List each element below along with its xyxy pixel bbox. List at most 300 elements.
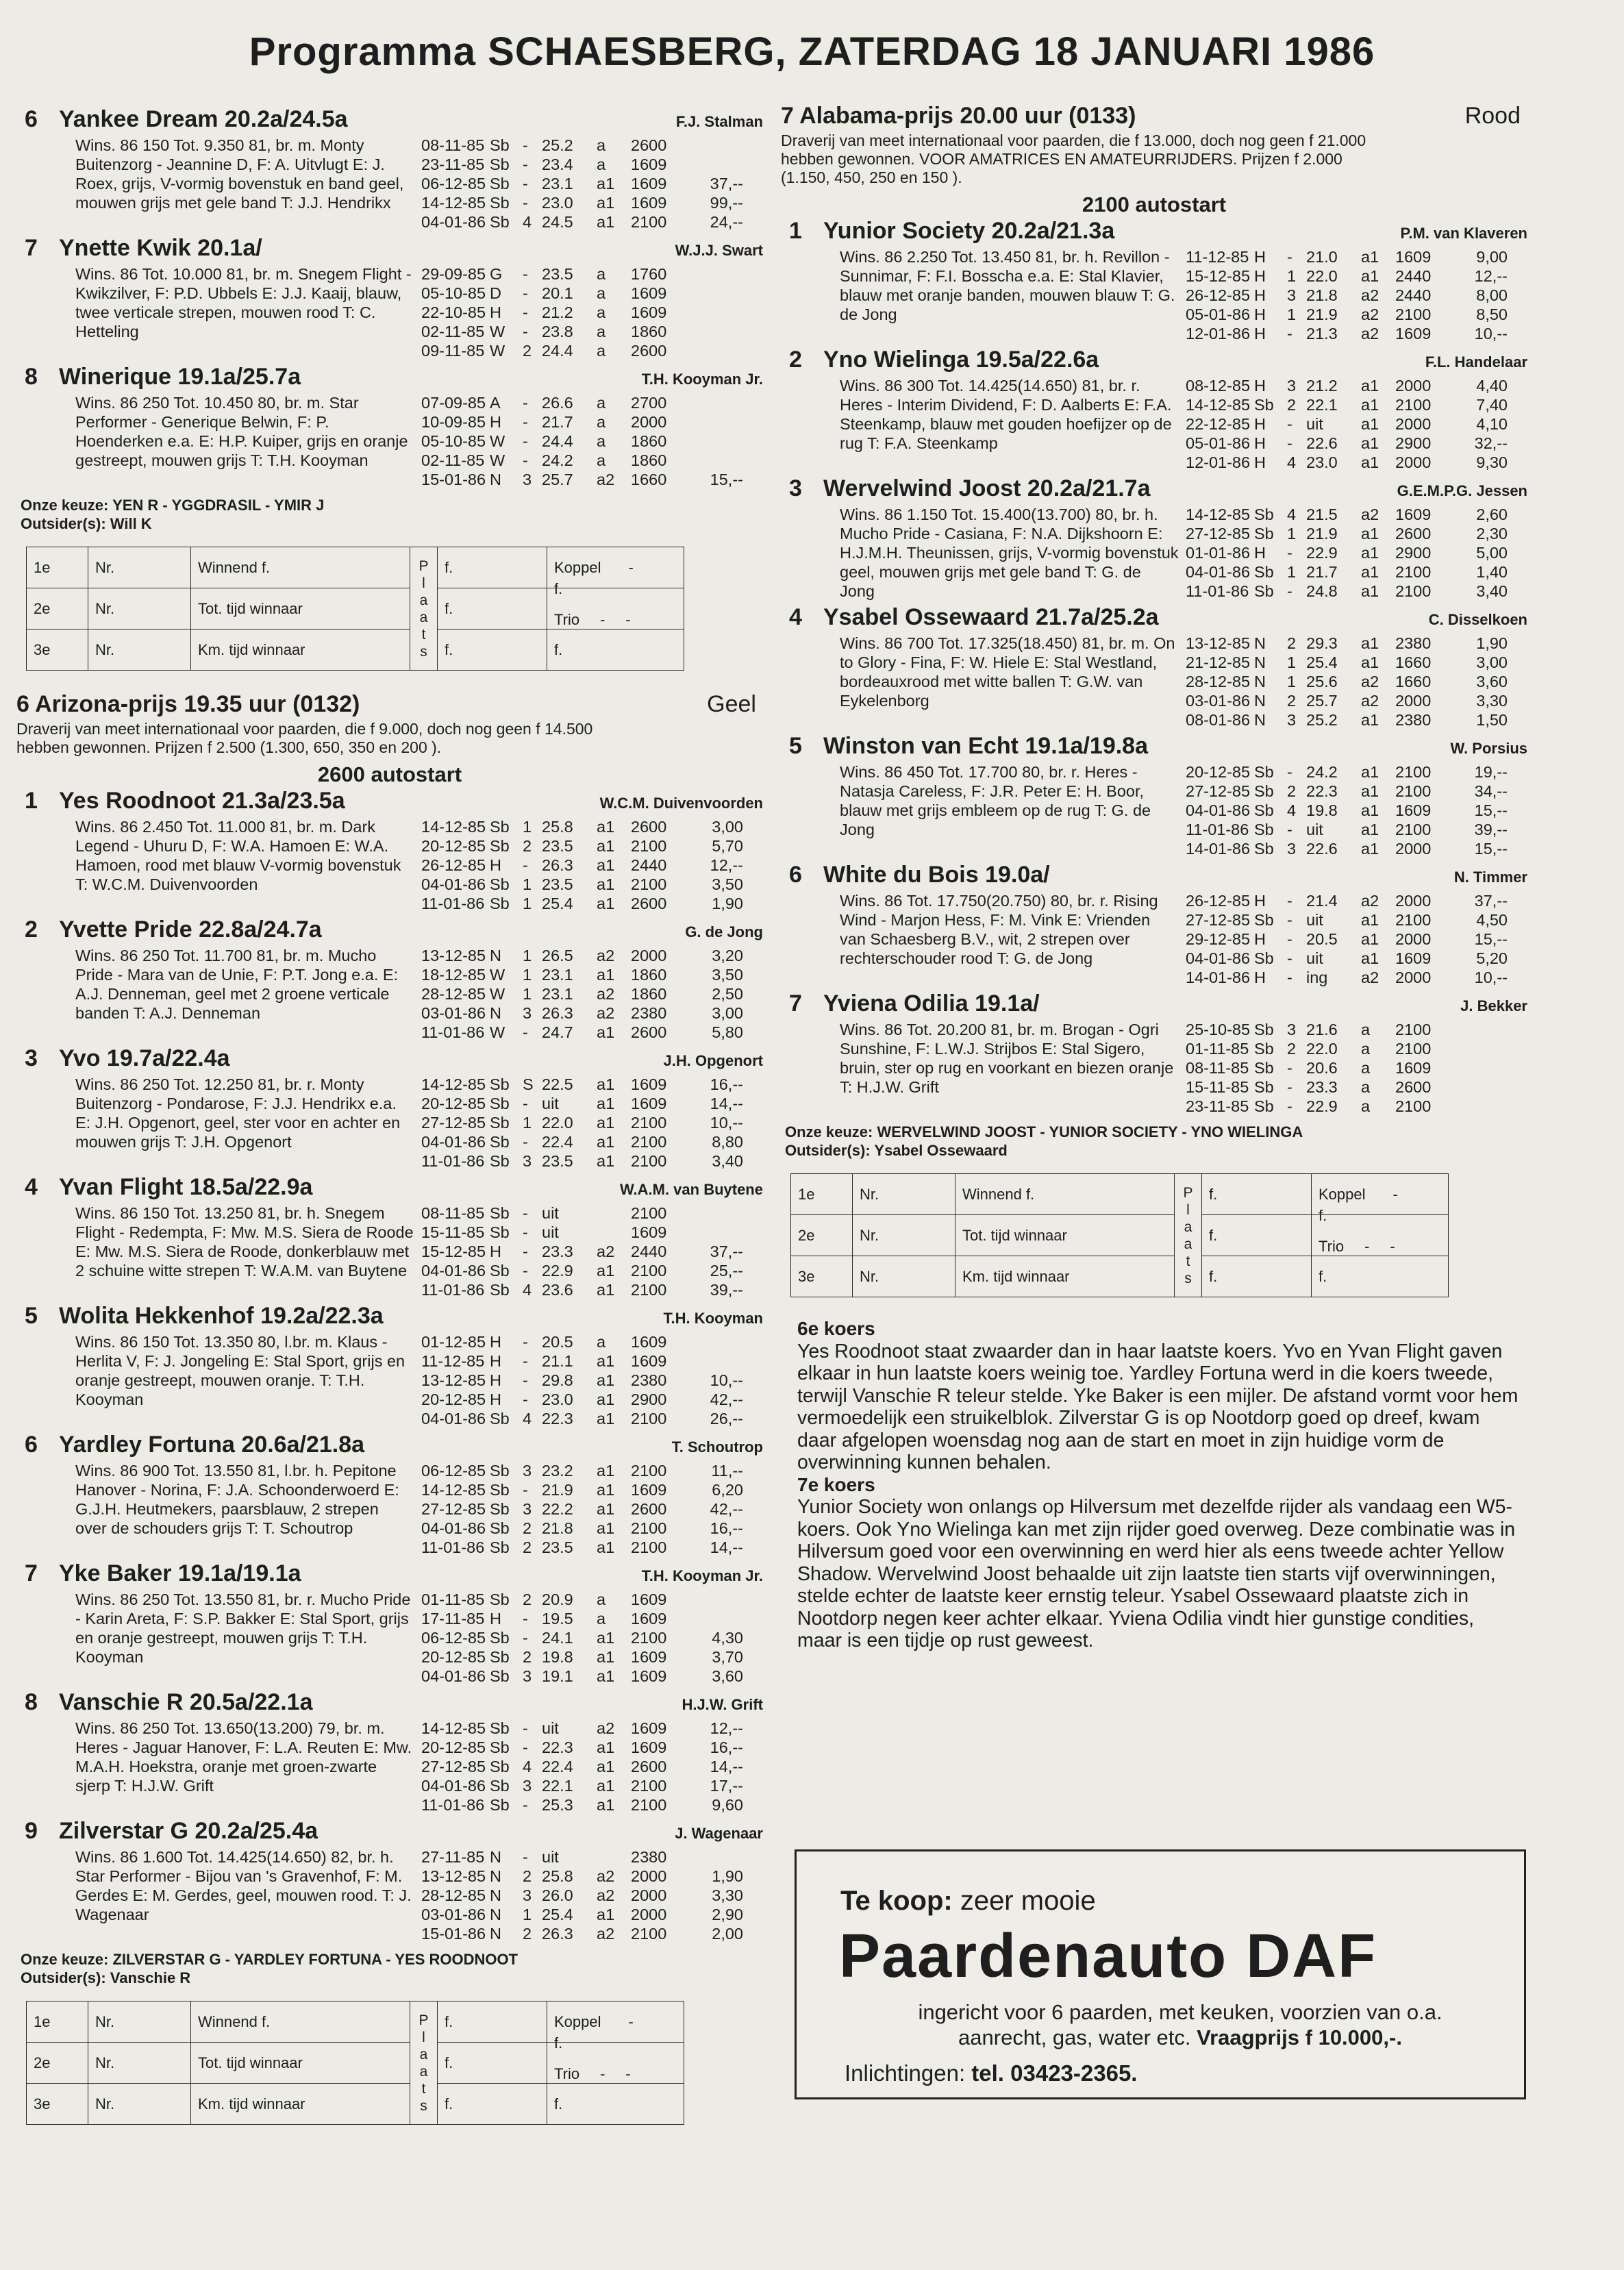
run-cell: H (1254, 434, 1266, 452)
pool-label (1312, 1256, 1449, 1297)
run-cell: 24.8 (1306, 582, 1338, 600)
past-runs (1186, 376, 1527, 472)
horse-entry (16, 788, 763, 913)
run-cell: a1 (597, 175, 615, 192)
past-runs (1186, 762, 1527, 858)
pool-label (547, 2034, 684, 2084)
run-cell: a (597, 284, 606, 302)
run-cell: 9,30 (1476, 453, 1508, 471)
run-cell: 3 (1287, 711, 1297, 729)
run-cell: 1609 (631, 1648, 667, 1666)
run-cell: 2380 (631, 1371, 667, 1389)
run-cell: 22.9 (1306, 544, 1338, 562)
run-cell: 04-01-86 (421, 875, 486, 893)
keuze-line: Onze keuze: YEN R - YGGDRASIL - YMIR J (21, 497, 325, 514)
run-cell: a2 (1361, 969, 1379, 986)
run-row (421, 1371, 763, 1390)
driver-name: W.J.J. Swart (675, 242, 763, 259)
run-cell: 3,40 (1476, 582, 1508, 600)
plaats-letter: t (421, 626, 426, 643)
run-cell: - (1287, 763, 1292, 781)
run-cell: 04-01-86 (1186, 949, 1251, 967)
run-cell: 22.6 (1306, 434, 1338, 452)
place-label: 2e (27, 2043, 88, 2084)
run-cell: Sb (490, 155, 510, 173)
run-cell: 15-12-85 (421, 1243, 486, 1260)
driver-name: F.L. Handelaar (1425, 353, 1527, 371)
run-cell (688, 136, 743, 155)
run-cell: 2 (523, 1925, 532, 1943)
run-cell: 21.9 (1306, 305, 1338, 323)
horse-body (16, 1203, 763, 1299)
run-cell: 25.4 (1306, 653, 1338, 671)
run-row (1186, 395, 1527, 414)
run-cell: 2600 (631, 818, 667, 836)
run-cell: 2100 (1395, 563, 1432, 581)
horse-number: 6 (789, 862, 802, 888)
run-row (1186, 839, 1527, 858)
run-cell: 16,-- (710, 1738, 743, 1756)
run-cell: 15,-- (1474, 840, 1508, 858)
ad-tekoop: Te koop: (840, 1886, 953, 1916)
run-row (421, 136, 763, 155)
horse-entry (781, 604, 1527, 729)
run-cell: H (490, 1371, 501, 1389)
run-cell: 04-01-86 (421, 1133, 486, 1151)
run-cell: 1609 (631, 194, 667, 212)
run-cell: a1 (1361, 821, 1379, 838)
run-cell: 13-12-85 (421, 947, 486, 964)
run-row (1186, 324, 1527, 343)
run-row (421, 1261, 763, 1280)
horse-header (16, 1689, 763, 1719)
run-cell (688, 393, 743, 412)
commentary-text: Yes Roodnoot staat zwaarder dan in haar laatste koers. Yvo en Yvan Flight gaven elkaar in hun laatste koers weinig toe. Yardley Fortuna werd in die koers tweede, terwijl Vanschie R teleur stelde. Yke Baker is een mijler. De afstand vormt voor hem vermoedelijk een struikelblok. Zilverstar G is op Nootdorp goed op dreef, kwam daar afgelopen woensdag nog aan de start en moet in zijn huidige vorm de overwinning kunnen behalen. (797, 1340, 1519, 1473)
f-label: f. (1319, 1268, 1327, 1285)
run-cell: 1609 (631, 1333, 667, 1351)
run-cell: a1 (597, 1648, 615, 1666)
run-cell: a (1361, 1097, 1371, 1115)
run-cell: - (523, 1133, 528, 1151)
run-cell: Sb (1254, 1059, 1274, 1077)
past-runs (421, 393, 763, 489)
run-cell: 11-12-85 (421, 1352, 485, 1370)
run-cell: 15,-- (1474, 930, 1508, 948)
run-cell: 2 (523, 342, 532, 360)
run-cell: 1609 (631, 155, 667, 173)
run-cell: 10,-- (710, 1114, 743, 1132)
run-cell: uit (1306, 911, 1323, 929)
run-cell: 3 (523, 1667, 532, 1685)
run-cell: 7,40 (1476, 396, 1508, 414)
run-cell: 1 (1287, 267, 1297, 285)
past-runs (1186, 1020, 1527, 1116)
horse-entry (16, 1689, 763, 1814)
horse-header (781, 733, 1527, 762)
run-row (1186, 414, 1527, 434)
horse-entry (16, 235, 763, 360)
run-cell: 14-12-85 (421, 194, 486, 212)
run-cell: 2600 (631, 1500, 667, 1518)
past-runs (421, 1075, 763, 1171)
run-cell: 2 (523, 1591, 532, 1608)
run-row (421, 1757, 763, 1776)
run-row (421, 1924, 763, 1943)
run-row (421, 393, 763, 412)
run-cell: uit (542, 1719, 559, 1737)
run-cell: H (490, 413, 501, 431)
run-cell: uit (542, 1848, 559, 1866)
run-row (1186, 949, 1527, 968)
run-cell: 4,40 (1476, 377, 1508, 395)
race-7-horses (781, 218, 1527, 1116)
run-cell: 2100 (1395, 396, 1432, 414)
run-cell: 20.1 (542, 284, 573, 302)
run-row (1186, 1058, 1527, 1077)
run-cell: Sb (1254, 1021, 1274, 1038)
run-cell: 25.2 (542, 136, 573, 154)
run-cell: 21.2 (1306, 377, 1338, 395)
race-7-color: Rood (1464, 103, 1521, 129)
run-cell: 03-01-86 (421, 1004, 486, 1022)
run-cell: 20-12-85 (421, 1095, 486, 1112)
run-cell: 1 (523, 1906, 532, 1923)
run-cell: 2000 (1395, 415, 1432, 433)
run-cell: Sb (490, 1796, 510, 1814)
horse-header (16, 916, 763, 946)
run-cell: Sb (490, 1538, 510, 1556)
run-cell: H (490, 1390, 501, 1408)
run-cell: 2100 (1395, 821, 1432, 838)
horse-header (781, 990, 1527, 1020)
past-runs (1186, 891, 1527, 987)
race-6-horses (16, 788, 763, 1943)
run-cell: 08-12-85 (1186, 377, 1251, 395)
run-row (1186, 543, 1527, 562)
horse-description: Wins. 86 Tot. 17.750(20.750) 80, br. r. Rising Wind - Marjon Hess, F: M. Vink E: Vrienden van Schaesberg B.V., wit, 2 strepen over rechterschouder rood T: G. de Jong (840, 892, 1158, 967)
run-cell: Sb (490, 136, 510, 154)
run-cell: a1 (1361, 653, 1379, 671)
horse-entry (781, 733, 1527, 858)
run-cell: Sb (1254, 506, 1274, 523)
run-cell: 2100 (631, 1114, 667, 1132)
place-label: 1e (27, 2001, 88, 2043)
run-cell: 22.3 (1306, 782, 1338, 800)
run-row (421, 1886, 763, 1905)
run-cell: 10,-- (1474, 969, 1508, 986)
horse-name: Yke Baker 19.1a/19.1a (59, 1560, 301, 1586)
horse-header (781, 347, 1527, 376)
horse-body (16, 1590, 763, 1686)
winner-label: Km. tijd winnaar (191, 2084, 410, 2125)
run-cell: Sb (490, 875, 510, 893)
run-cell: a1 (1361, 248, 1379, 266)
run-cell: 3,20 (712, 947, 743, 964)
run-cell (688, 1609, 743, 1628)
horse-number: 3 (25, 1045, 38, 1071)
run-cell: H (1254, 325, 1266, 342)
run-cell: 1860 (631, 966, 667, 984)
koppel-label: Koppel (554, 559, 601, 576)
run-cell: N (1254, 711, 1266, 729)
run-cell: 3 (523, 1004, 532, 1022)
run-cell: Sb (490, 1629, 510, 1647)
run-cell: H (1254, 415, 1266, 433)
run-cell: a1 (1361, 840, 1379, 858)
run-cell: 14-12-85 (1186, 396, 1251, 414)
run-row (1186, 782, 1527, 801)
run-row (421, 1776, 763, 1795)
run-cell: a1 (597, 1023, 615, 1041)
run-cell: H (490, 1333, 501, 1351)
run-row (421, 1738, 763, 1757)
run-cell: Sb (490, 1075, 510, 1093)
run-cell: a (597, 1610, 606, 1627)
horse-description: Wins. 86 Tot. 20.200 81, br. m. Brogan - Ogri Sunshine, F: L.W.J. Strijbos E: Stal Sigero, bruin, ster op rug en voorkant en biezen oranje T: H.J.W. Grift (840, 1021, 1174, 1096)
run-cell: 09-11-85 (421, 342, 485, 360)
run-cell: 25.8 (542, 818, 573, 836)
run-cell: - (1287, 930, 1292, 948)
horse-body (16, 817, 763, 913)
run-cell: a1 (597, 1738, 615, 1756)
run-cell: 2380 (1395, 634, 1432, 652)
run-cell: 23.0 (1306, 453, 1338, 471)
run-cell: 2100 (631, 1262, 667, 1280)
run-cell: 4 (1287, 506, 1297, 523)
run-cell: 42,-- (710, 1500, 743, 1518)
run-cell: 2600 (631, 342, 667, 360)
run-cell: H (1254, 377, 1266, 395)
run-cell: 26.3 (542, 1004, 573, 1022)
run-cell: a1 (1361, 711, 1379, 729)
run-cell: 2900 (1395, 544, 1432, 562)
run-cell: - (523, 1243, 528, 1260)
ad-contact (845, 2060, 1137, 2086)
driver-name: C. Disselkoen (1428, 611, 1527, 628)
driver-name: P.M. van Klaveren (1400, 225, 1527, 242)
run-cell: 2 (523, 1648, 532, 1666)
run-cell: Sb (1254, 1078, 1274, 1096)
run-cell: 14-12-85 (1186, 506, 1251, 523)
run-cell: 23.1 (542, 985, 573, 1003)
winner-label: Winnend f. (191, 547, 410, 588)
run-cell: 04-01-86 (421, 1410, 486, 1427)
horse-header (16, 1818, 763, 1847)
run-cell: a1 (597, 1796, 615, 1814)
run-cell: 27-12-85 (421, 1114, 486, 1132)
run-row (421, 1461, 763, 1480)
run-cell: a1 (1361, 525, 1379, 542)
run-cell: 37,-- (710, 1243, 743, 1260)
horse-entry (781, 862, 1527, 987)
run-row (421, 212, 763, 232)
past-runs (421, 946, 763, 1042)
run-cell: - (1287, 1059, 1292, 1077)
run-cell: 20-12-85 (421, 1648, 486, 1666)
run-cell: - (1287, 821, 1292, 838)
run-cell: a1 (1361, 782, 1379, 800)
run-cell: 12,-- (710, 856, 743, 874)
run-cell: 02-11-85 (421, 323, 485, 340)
run-row (421, 1847, 763, 1867)
run-cell: a1 (597, 856, 615, 874)
driver-name: G.E.M.P.G. Jessen (1397, 482, 1527, 499)
horse-name: Yvette Pride 22.8a/24.7a (59, 916, 322, 943)
run-cell: 4 (1287, 453, 1297, 471)
run-row (421, 1023, 763, 1042)
run-cell: a2 (597, 471, 615, 488)
run-row (421, 1409, 763, 1428)
run-cell: 27-12-85 (1186, 525, 1251, 542)
horse-number: 7 (25, 1560, 38, 1586)
run-cell: 04-01-86 (421, 1519, 486, 1537)
f-label: f. (554, 2034, 563, 2051)
run-cell: H (490, 856, 501, 874)
horse-name: Vanschie R 20.5a/22.1a (59, 1689, 313, 1715)
run-cell: 9,00 (1476, 248, 1508, 266)
page-title: Programma SCHAESBERG, ZATERDAG 18 JANUARI 1986 (249, 29, 1375, 74)
run-row (421, 965, 763, 984)
run-cell: 20-12-85 (421, 1390, 486, 1408)
run-cell: 2100 (631, 837, 667, 855)
run-cell: 1609 (1395, 801, 1432, 819)
run-row (1186, 1077, 1527, 1097)
plaats-letter: a (1184, 1219, 1192, 1235)
horse-description: Wins. 86 1.150 Tot. 15.400(13.700) 80, br. h. Mucho Pride - Casiana, F: N.A. Dijkshoorn E: H.J.M.H. Theunissen, grijs, V-vormig bovenstuk geel, mouwen grijs met gele band T: G. de Jong (840, 506, 1179, 600)
horse-body (16, 1847, 763, 1943)
run-cell: 14-12-85 (421, 818, 486, 836)
run-cell: 21.9 (542, 1481, 573, 1499)
run-cell: Sb (490, 1667, 510, 1685)
run-cell: 2440 (631, 1243, 667, 1260)
run-cell: a1 (1361, 563, 1379, 581)
run-cell: 07-09-85 (421, 394, 486, 412)
run-cell: 01-11-85 (421, 1591, 485, 1608)
run-cell: 1609 (1395, 1059, 1432, 1077)
run-cell: 14,-- (710, 1095, 743, 1112)
plaats-letter: l (422, 575, 425, 591)
race-6-info: Draverij van meet internationaal voor paarden, die f 9.000, doch nog geen f 14.500 hebben gewonnen. Prijzen f 2.500 (1.300, 650, 350 en 200 ). (16, 720, 593, 756)
ad-headline: Paardenauto DAF (839, 1922, 1377, 1991)
run-cell (688, 1351, 743, 1371)
run-cell: 26-12-85 (1186, 286, 1251, 304)
run-cell: 4 (523, 1410, 532, 1427)
run-cell: 1860 (631, 432, 667, 450)
run-cell: a1 (597, 1075, 615, 1093)
trio-label (554, 611, 677, 628)
run-cell: 27-12-85 (421, 1758, 486, 1775)
run-cell (688, 155, 743, 174)
horse-name: Yvan Flight 18.5a/22.9a (59, 1174, 313, 1200)
run-cell: N (490, 1906, 501, 1923)
driver-name: F.J. Stalman (675, 113, 763, 130)
run-cell: 2100 (631, 1462, 667, 1480)
run-cell: W (490, 1023, 505, 1041)
run-cell: a2 (1361, 286, 1379, 304)
run-row (421, 836, 763, 856)
run-cell: 1,90 (1476, 634, 1508, 652)
run-cell: N (490, 471, 501, 488)
keuze-line: Onze keuze: ZILVERSTAR G - YARDLEY FORTUNA - YES ROODNOOT (21, 1951, 519, 1968)
run-cell: Sb (490, 1481, 510, 1499)
horse-description: Wins. 86 Tot. 10.000 81, br. m. Snegem Flight - Kwikzilver, F: P.D. Ubbels E: J.J. Kaaij, blauw, twee verticale strepen, mouwen rood T: C. Hetteling (75, 265, 412, 340)
run-cell: - (1287, 892, 1292, 910)
past-runs (1186, 634, 1527, 729)
run-cell: Sb (490, 1152, 510, 1170)
run-cell: Sb (490, 1462, 510, 1480)
run-row (421, 412, 763, 432)
plaats-letter: a (419, 609, 428, 625)
run-cell: 2000 (1395, 892, 1432, 910)
run-cell: 1 (1287, 563, 1297, 581)
run-cell: 23.5 (542, 875, 573, 893)
horse-entry (781, 347, 1527, 472)
run-cell: 4 (523, 1758, 532, 1775)
run-cell (1453, 1058, 1508, 1077)
run-cell: 24.2 (1306, 763, 1338, 781)
run-cell: 25,-- (710, 1262, 743, 1280)
run-cell: 29-09-85 (421, 265, 486, 283)
run-cell: H (1254, 286, 1266, 304)
keuze-line: Onze keuze: WERVELWIND JOOST - YUNIOR SOCIETY - YNO WIELINGA (785, 1123, 1303, 1140)
outsider-line: Outsider(s): Vanschie R (21, 1969, 191, 1986)
run-cell: 3,00 (712, 1004, 743, 1022)
trio-label (1319, 1238, 1441, 1255)
ad-desc-line: ingericht voor 6 paarden, met keuken, voorzien van o.a. (918, 2000, 1442, 2024)
run-cell: 17,-- (710, 1777, 743, 1795)
run-cell: 22.1 (1306, 396, 1338, 414)
run-cell: a (1361, 1040, 1371, 1058)
run-cell: 20.9 (542, 1591, 573, 1608)
run-cell: 2600 (1395, 525, 1432, 542)
run-cell: 1,50 (1476, 711, 1508, 729)
run-cell: 1609 (631, 1667, 667, 1685)
run-row (421, 174, 763, 193)
run-cell: 26.6 (542, 394, 573, 412)
run-cell: 1860 (631, 451, 667, 469)
driver-name: J.H. Opgenort (663, 1052, 763, 1069)
f-label: f. (1202, 1215, 1312, 1256)
run-cell: N (490, 947, 501, 964)
run-cell: a1 (597, 1352, 615, 1370)
run-cell: 2 (523, 1519, 532, 1537)
run-row (1186, 305, 1527, 324)
run-cell: 1609 (631, 1352, 667, 1370)
run-cell: a1 (1361, 453, 1379, 471)
run-cell: 20-12-85 (421, 1738, 486, 1756)
run-cell: 01-12-85 (421, 1333, 486, 1351)
run-row (421, 1795, 763, 1814)
run-row (1186, 524, 1527, 543)
left-column (16, 106, 763, 2145)
run-cell: 10-09-85 (421, 413, 486, 431)
run-row (1186, 562, 1527, 582)
run-row (1186, 910, 1527, 930)
run-cell: 99,-- (710, 194, 743, 212)
run-cell: W (490, 432, 505, 450)
run-cell: Sb (490, 818, 510, 836)
run-row (421, 1094, 763, 1113)
run-cell: 05-10-85 (421, 284, 486, 302)
horse-name: Ysabel Ossewaard 21.7a/25.2a (823, 604, 1159, 630)
run-cell: N (490, 1004, 501, 1022)
run-cell: a1 (597, 1390, 615, 1408)
run-cell: 1,40 (1476, 563, 1508, 581)
run-cell: 11-01-86 (421, 1281, 485, 1299)
run-cell: a1 (1361, 634, 1379, 652)
run-cell: a1 (1361, 582, 1379, 600)
run-cell: - (1287, 911, 1292, 929)
